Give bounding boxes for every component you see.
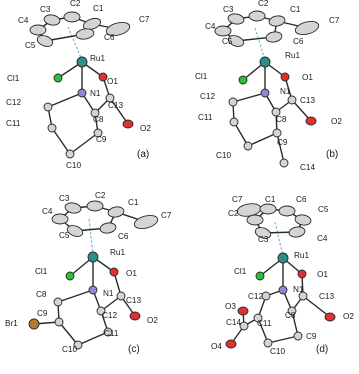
panel-b-carbon-atom-c10 [244, 142, 252, 150]
panel-a-atom-label-c5: C5 [25, 41, 36, 50]
panel-a-atom-label-o1: O1 [107, 77, 118, 86]
panel-a-atom-label-n1: N1 [90, 89, 101, 98]
panel-b-atom-label-c13: C13 [300, 96, 316, 105]
panel-d-atom-label-o2: O2 [343, 312, 354, 321]
panel-c-carbon-atom-c8 [54, 298, 62, 306]
panel-a-atom-label-c13: C13 [108, 101, 124, 110]
panel-d-oxygen-atom-o1 [298, 270, 306, 278]
panel-a-label: (a) [137, 149, 150, 160]
panel-d-carbon-atom-c2 [247, 215, 263, 225]
panel-b-atom-label-n1: N1 [280, 87, 291, 96]
panel-d-ruthenium-atom-ru1 [278, 253, 288, 263]
panel-a-carbon-atom-c6 [75, 28, 94, 41]
panel-c-nitrogen-atom-n1 [89, 286, 97, 294]
panel-c-atom-label-c6: C6 [118, 232, 129, 241]
panel-b-nitrogen-atom-n1 [261, 89, 269, 97]
panel-b-oxygen-atom-o2 [306, 117, 316, 125]
panel-c-carbon-atom-c1 [107, 206, 124, 219]
panel-a-atom-label-c8: C8 [93, 115, 104, 124]
panel-a-bond-c10-c9 [70, 133, 98, 154]
panel-a-atom-label-c12: C12 [6, 98, 22, 107]
panel-a-atom-label-c1: C1 [93, 4, 104, 13]
panel-a-atom-label-c9: C9 [96, 135, 107, 144]
panel-d-oxygen-atom-o2 [325, 313, 335, 321]
panel-a-atom-label-c10: C10 [66, 161, 82, 170]
panel-b-atom-label-c7: C7 [329, 16, 340, 25]
panel-d-bond-c10-c9 [268, 336, 298, 343]
panel-b-atom-label-c3: C3 [223, 5, 234, 14]
atoms-layer [29, 11, 335, 349]
panel-d-atom-label-c5: C5 [318, 205, 329, 214]
panel-b-bond-c10-c9 [248, 133, 277, 146]
panel-b-atom-label-c11: C11 [198, 113, 213, 122]
panel-a-atom-label-c4: C4 [18, 16, 29, 25]
panel-a-atom-label-c7: C7 [139, 15, 150, 24]
panel-d-atom-label-c9: C9 [306, 332, 317, 341]
panel-d-atom-label-c11: C11 [257, 319, 272, 328]
panel-a-bond-n1-c12 [48, 93, 82, 107]
panel-c-atom-label-n1: N1 [103, 289, 114, 298]
panel-a-atom-label-c2: C2 [70, 0, 81, 8]
panel-d-carbon-atom-c5 [294, 214, 311, 227]
panel-d-nitrogen-atom-n1 [279, 286, 287, 294]
panel-b-atom-label-c1: C1 [290, 5, 301, 14]
panel-d-label: (d) [316, 344, 329, 355]
panel-b-atom-label-cl1: Cl1 [195, 72, 208, 81]
panel-b-atom-label-c8: C8 [276, 115, 287, 124]
panel-c-chlorine-atom-cl1 [66, 272, 74, 280]
panel-b-carbon-atom-c4 [215, 26, 231, 36]
panel-a-oxygen-atom-o2 [123, 120, 133, 128]
panel-d-atom-label-c2: C2 [228, 209, 239, 218]
panel-a-carbon-atom-c5 [36, 34, 54, 49]
panel-c-atom-label-c9: C9 [37, 309, 48, 318]
panel-d-carbon-atom-c12 [262, 292, 270, 300]
panel-c-oxygen-atom-o1 [110, 268, 118, 276]
panel-b-atom-label-c2: C2 [258, 0, 269, 8]
panel-a-nitrogen-atom-n1 [78, 89, 86, 97]
panel-b-bond-n1-c12 [233, 93, 265, 102]
panel-b-carbon-atom-c12 [229, 98, 237, 106]
panel-a-carbon-atom-c11 [48, 124, 56, 132]
panel-a-carbon-atom-c10 [66, 150, 74, 158]
panel-c-atom-label-c11: C11 [104, 329, 119, 338]
panel-b-atom-label-o1: O1 [302, 73, 313, 82]
panel-c-atom-label-br1: Br1 [5, 319, 18, 328]
panel-b-atom-label-c6: C6 [293, 37, 304, 46]
panel-d-oxygen-atom-o4 [226, 340, 236, 348]
panel-c-carbon-atom-c4 [52, 214, 68, 224]
panel-d-carbon-atom-c4 [288, 226, 305, 239]
panel-a-atom-label-ru1: Ru1 [90, 54, 106, 63]
panel-b-atom-label-c5: C5 [222, 37, 233, 46]
panel-b-carbon-atom-c1 [268, 15, 285, 28]
panel-c-atom-label-c5: C5 [59, 231, 70, 240]
panel-c-bond-c9-c10 [59, 322, 78, 345]
panel-c-atom-label-c4: C4 [42, 207, 53, 216]
panel-b-atom-label-c10: C10 [216, 151, 232, 160]
panel-c-carbon-atom-c9 [55, 318, 63, 326]
panel-d-atom-label-c1: C1 [265, 195, 276, 204]
panel-b-atom-label-c9: C9 [277, 138, 288, 147]
panel-b-chlorine-atom-cl1 [239, 76, 247, 84]
panel-d-atom-label-c3: C3 [258, 235, 269, 244]
panel-a-atom-label-o2: O2 [140, 124, 151, 133]
panel-c-carbon-atom-c13 [117, 292, 125, 300]
panel-c-oxygen-atom-o2 [130, 312, 140, 320]
panel-c-label: (c) [128, 344, 140, 355]
panel-c-atom-label-cl1: Cl1 [35, 267, 48, 276]
panel-b-label: (b) [326, 149, 339, 160]
panel-d-carbon-atom-c6 [279, 206, 295, 216]
panel-d-atom-label-c13: C13 [319, 292, 335, 301]
panel-c-atom-label-c3: C3 [59, 194, 70, 203]
panel-b-atom-label-c14: C14 [300, 163, 316, 172]
panel-c-atom-label-c8: C8 [36, 290, 47, 299]
panel-d-atom-label-o4: O4 [211, 342, 222, 351]
panel-b-carbon-atom-c7 [294, 19, 320, 37]
panel-b-oxygen-atom-o1 [281, 73, 289, 81]
panel-c-bromine-atom-br1 [29, 319, 39, 329]
panel-d-atom-label-ru1: Ru1 [294, 251, 310, 260]
panel-c-bond-n1-c8 [58, 290, 93, 302]
panel-b-carbon-atom-c6 [265, 31, 282, 44]
panel-b-atom-label-c4: C4 [205, 22, 216, 31]
panel-d-centroid-line [275, 222, 283, 256]
panel-c-atom-label-c13: C13 [126, 296, 142, 305]
panel-c-ruthenium-atom-ru1 [88, 252, 98, 262]
panel-a-carbon-atom-c4 [30, 25, 46, 35]
panel-b-atom-label-ru1: Ru1 [285, 51, 301, 60]
panel-d-oxygen-atom-o3 [238, 307, 248, 315]
panel-c-carbon-atom-c6 [99, 222, 116, 235]
panel-b-ruthenium-atom-ru1 [260, 57, 270, 67]
panel-d-carbon-atom-c10 [264, 339, 272, 347]
panel-a-bond-c11-c10 [52, 128, 70, 154]
panel-d-atom-label-c4: C4 [317, 234, 328, 243]
panel-d-atom-label-c7: C7 [232, 195, 243, 204]
panel-a-atom-label-c11: C11 [6, 119, 21, 128]
panel-a-atom-label-c3: C3 [40, 5, 51, 14]
panel-a-carbon-atom-c2 [64, 12, 80, 22]
panel-a-ruthenium-atom-ru1 [77, 57, 87, 67]
panel-a-atom-label-cl1: Cl1 [7, 74, 20, 83]
panel-b-carbon-atom-c9 [273, 129, 281, 137]
panel-c-atom-label-c12: C12 [102, 311, 118, 320]
panel-a-oxygen-atom-o1 [99, 73, 107, 81]
panel-a-carbon-atom-c12 [44, 103, 52, 111]
panel-d-atom-label-o3: O3 [225, 302, 236, 311]
panel-d-carbon-atom-c1 [260, 204, 276, 214]
panel-c-atom-label-c10: C10 [62, 345, 78, 354]
panel-d-atom-label-c10: C10 [270, 347, 286, 356]
panel-b-carbon-atom-c13 [288, 96, 296, 104]
panel-b-carbon-atom-c14 [280, 159, 288, 167]
panel-c-atom-label-o2: O2 [147, 316, 158, 325]
panel-d-atom-label-c8: C8 [285, 311, 296, 320]
panel-c-carbon-atom-c2 [87, 201, 103, 211]
panel-d-carbon-atom-c9 [294, 332, 302, 340]
panel-d-atom-label-cl1: Cl1 [234, 267, 247, 276]
panel-b-centroid-line [255, 28, 265, 60]
panel-d-atom-label-c12: C12 [248, 292, 264, 301]
panel-d-carbon-atom-c14 [240, 322, 248, 330]
panel-b-carbon-atom-c11 [230, 118, 238, 126]
panel-d-atom-label-c6: C6 [296, 195, 307, 204]
panel-d-atom-label-n1: N1 [293, 285, 304, 294]
panel-a-chlorine-atom-cl1 [54, 74, 62, 82]
panel-b-carbon-atom-c3 [227, 13, 244, 26]
panel-d-atom-label-c14: C14 [226, 318, 242, 327]
panel-a-atom-label-c6: C6 [104, 33, 115, 42]
panel-b-carbon-atom-c2 [249, 11, 265, 21]
panel-c-centroid-line [89, 219, 93, 255]
panel-d-chlorine-atom-cl1 [256, 272, 264, 280]
panel-c-atom-label-o1: O1 [126, 269, 137, 278]
panel-c-atom-label-c2: C2 [95, 191, 106, 200]
panel-d-atom-label-o1: O1 [317, 270, 328, 279]
panel-c-atom-label-ru1: Ru1 [110, 248, 126, 257]
panel-c-atom-label-c1: C1 [128, 198, 139, 207]
panel-b-atom-label-c12: C12 [200, 92, 216, 101]
panel-c-carbon-atom-c7 [133, 213, 159, 231]
panel-b-atom-label-o2: O2 [331, 117, 342, 126]
panel-c-atom-label-c7: C7 [161, 211, 172, 220]
